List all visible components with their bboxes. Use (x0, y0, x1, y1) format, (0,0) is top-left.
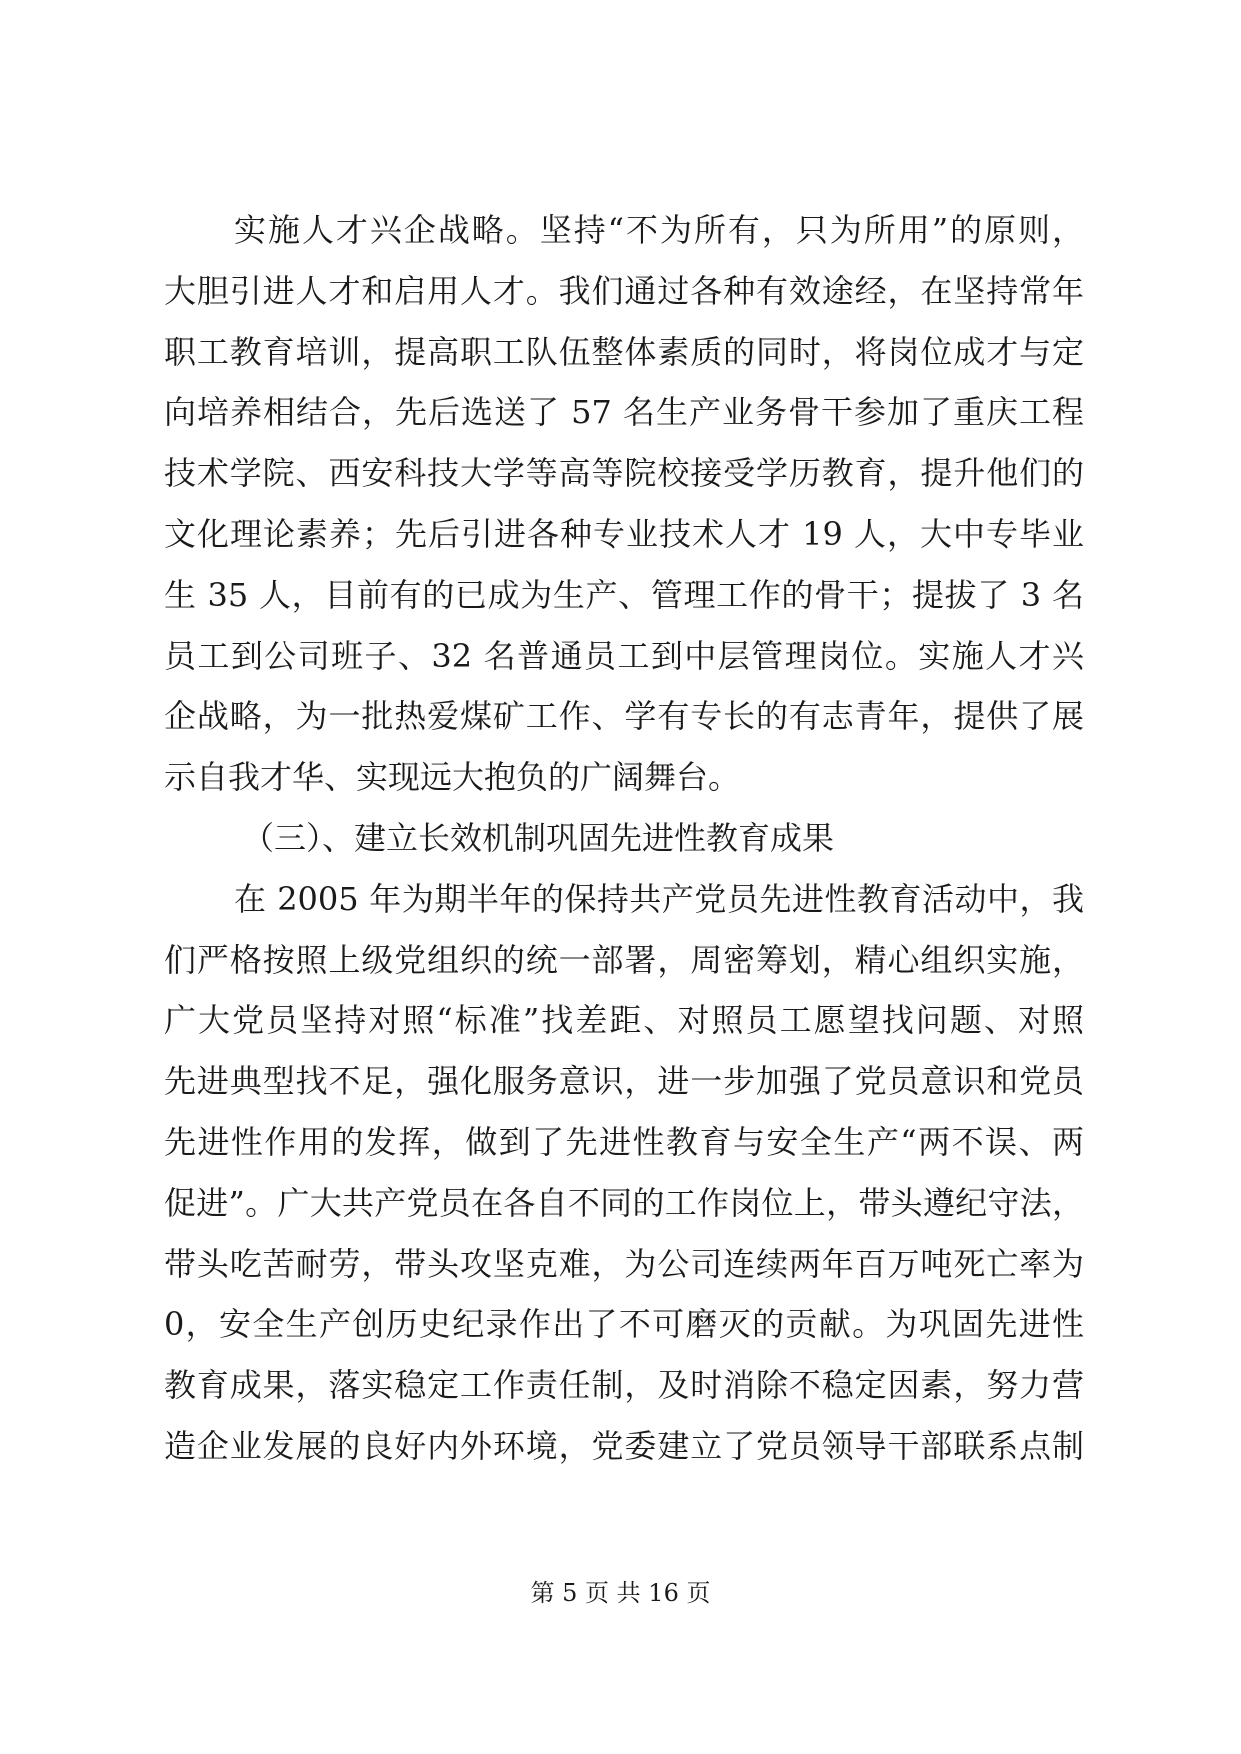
paragraph-1-line-5: 技术学院、西安科技大学等高等院校接受学历教育，提升他们的 (164, 454, 1084, 493)
paragraph-1-line-10: 示自我才华、实现远大抱负的广阔舞台。 (164, 758, 741, 797)
paragraph-1-line-1: 实施人才兴企战略。坚持“不为所有，只为所用”的原则， (234, 211, 1084, 249)
paragraph-1-line-3: 职工教育培训，提高职工队伍整体素质的同时，将岗位成才与定 (164, 332, 1084, 371)
paragraph-1-line-2: 大胆引进人才和启用人才。我们通过各种有效途经，在坚持常年 (164, 271, 1084, 310)
paragraph-2-line-9: 教育成果，落实稳定工作责任制，及时消除不稳定因素，努力营 (164, 1366, 1084, 1405)
document-body (164, 200, 1084, 1477)
paragraph-2-line-1: 在 2005 年为期半年的保持共产党员先进性教育活动中，我 (234, 879, 1084, 918)
section-heading: （三）、建立长效机制巩固先进性教育成果 (242, 818, 835, 857)
paragraph-2-line-10: 造企业发展的良好内外环境，党委建立了党员领导干部联系点制 (164, 1426, 1084, 1465)
paragraph-2-line-7: 带头吃苦耐劳，带头攻坚克难，为公司连续两年百万吨死亡率为 (164, 1244, 1084, 1283)
paragraph-1-line-8: 员工到公司班子、32 名普通员工到中层管理岗位。实施人才兴 (164, 636, 1084, 675)
paragraph-1-line-6: 文化理论素养；先后引进各种专业技术人才 19 人，大中专毕业 (164, 514, 1084, 553)
paragraph-1-line-9: 企战略，为一批热爱煤矿工作、学有专长的有志青年，提供了展 (164, 697, 1084, 736)
paragraph-2-line-5: 先进性作用的发挥，做到了先进性教育与安全生产“两不误、两 (164, 1122, 1084, 1161)
paragraph-2-line-8: 0，安全生产创历史纪录作出了不可磨灭的贡献。为巩固先进性 (164, 1305, 1084, 1344)
paragraph-2-line-4: 先进典型找不足，强化服务意识，进一步加强了党员意识和党员 (164, 1062, 1084, 1101)
paragraph-2-line-6: 促进”。广大共产党员在各自不同的工作岗位上，带头遵纪守法， (164, 1183, 1084, 1222)
paragraph-2-line-2: 们严格按照上级党组织的统一部署，周密筹划，精心组织实施， (164, 940, 1084, 979)
paragraph-1-line-4: 向培养相结合，先后选送了 57 名生产业务骨干参加了重庆工程 (164, 393, 1084, 432)
page-number-footer: 第 5 页 共 16 页 (530, 1579, 711, 1607)
paragraph-1-line-7: 生 35 人，目前有的已成为生产、管理工作的骨干；提拔了 3 名 (164, 575, 1084, 614)
paragraph-2-line-3: 广大党员坚持对照“标准”找差距、对照员工愿望找问题、对照 (164, 1001, 1084, 1040)
